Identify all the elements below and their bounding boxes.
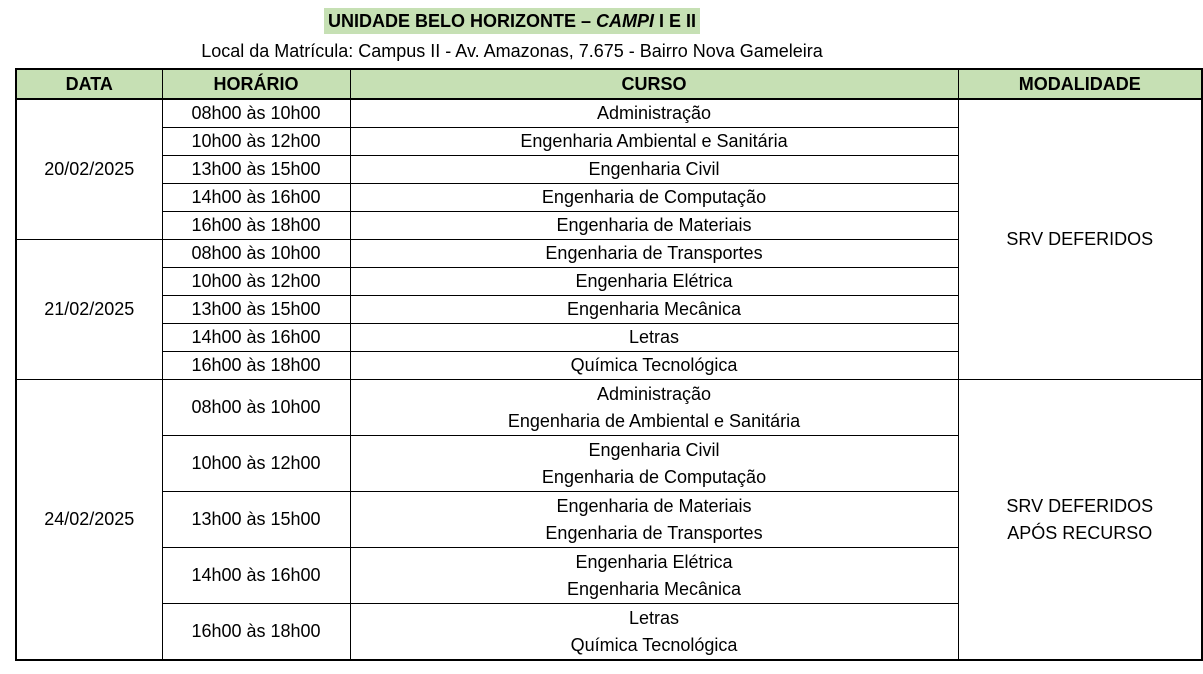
course-name: Engenharia Elétrica xyxy=(575,271,733,291)
title-container xyxy=(0,8,1024,34)
time-cell: 16h00 às 18h00 xyxy=(162,212,350,240)
course-cell xyxy=(350,548,958,604)
time-cell: 14h00 às 16h00 xyxy=(162,548,350,604)
time-cell: 14h00 às 16h00 xyxy=(162,184,350,212)
time-cell: 08h00 às 10h00 xyxy=(162,240,350,268)
column-header-time: HORÁRIO xyxy=(162,69,350,99)
column-header-modality: MODALIDADE xyxy=(958,69,1202,99)
course-cell xyxy=(350,240,958,268)
course-cell xyxy=(350,128,958,156)
date-cell: 21/02/2025 xyxy=(16,240,162,380)
course-cell xyxy=(350,156,958,184)
course-name: Engenharia Mecânica xyxy=(566,578,742,599)
course-name: Engenharia Mecânica xyxy=(566,299,742,319)
course-cell xyxy=(350,380,958,436)
course-cell xyxy=(350,324,958,352)
course-name: Engenharia Ambiental e Sanitária xyxy=(520,131,788,151)
modality-cell: SRV DEFERIDOS APÓS RECURSO xyxy=(958,380,1202,661)
course-name: Letras xyxy=(628,327,680,347)
table-row xyxy=(16,380,1202,436)
course-name: Engenharia de Ambiental e Sanitária xyxy=(507,410,801,431)
course-name: Administração xyxy=(596,383,712,404)
time-cell: 14h00 às 16h00 xyxy=(162,324,350,352)
course-name: Engenharia de Materiais xyxy=(556,215,752,235)
course-cell xyxy=(350,436,958,492)
column-header-course: CURSO xyxy=(350,69,958,99)
time-cell: 10h00 às 12h00 xyxy=(162,128,350,156)
time-cell: 13h00 às 15h00 xyxy=(162,296,350,324)
course-cell xyxy=(350,352,958,380)
time-cell: 10h00 às 12h00 xyxy=(162,268,350,296)
schedule-body xyxy=(16,99,1202,660)
time-cell: 13h00 às 15h00 xyxy=(162,492,350,548)
column-header-date: DATA xyxy=(16,69,162,99)
page-title-italic: CAMPI xyxy=(596,11,654,31)
schedule-table xyxy=(15,68,1203,661)
course-cell xyxy=(350,268,958,296)
page-title-prefix: UNIDADE BELO HORIZONTE – xyxy=(327,11,596,31)
course-name: Engenharia Elétrica xyxy=(575,551,733,572)
course-name: Engenharia de Transportes xyxy=(545,243,763,263)
course-cell xyxy=(350,99,958,128)
course-name: Engenharia de Computação xyxy=(541,466,767,487)
course-name: Letras xyxy=(628,607,680,628)
page-title-suffix: I E II xyxy=(654,11,697,31)
table-row xyxy=(16,99,1202,128)
time-cell: 08h00 às 10h00 xyxy=(162,380,350,436)
enrollment-location: Local da Matrícula: Campus II - Av. Amazonas, 7.675 - Bairro Nova Gameleira xyxy=(201,41,823,61)
course-cell xyxy=(350,492,958,548)
time-cell: 13h00 às 15h00 xyxy=(162,156,350,184)
course-cell xyxy=(350,184,958,212)
modality-cell: SRV DEFERIDOS xyxy=(958,99,1202,380)
page-title xyxy=(324,8,700,34)
time-cell: 16h00 às 18h00 xyxy=(162,352,350,380)
date-cell: 24/02/2025 xyxy=(16,380,162,661)
date-cell: 20/02/2025 xyxy=(16,99,162,240)
course-name: Engenharia de Transportes xyxy=(545,522,763,543)
course-name: Administração xyxy=(596,103,712,123)
course-name: Engenharia de Computação xyxy=(541,187,767,207)
course-cell xyxy=(350,296,958,324)
course-name: Química Tecnológica xyxy=(570,634,738,655)
time-cell: 08h00 às 10h00 xyxy=(162,99,350,128)
time-cell: 16h00 às 18h00 xyxy=(162,604,350,661)
course-cell xyxy=(350,604,958,661)
table-header-row xyxy=(16,69,1202,99)
course-name: Engenharia Civil xyxy=(588,439,720,460)
time-cell: 10h00 às 12h00 xyxy=(162,436,350,492)
course-name: Química Tecnológica xyxy=(570,355,738,375)
course-cell xyxy=(350,212,958,240)
course-name: Engenharia de Materiais xyxy=(556,495,752,516)
course-name: Engenharia Civil xyxy=(588,159,720,179)
